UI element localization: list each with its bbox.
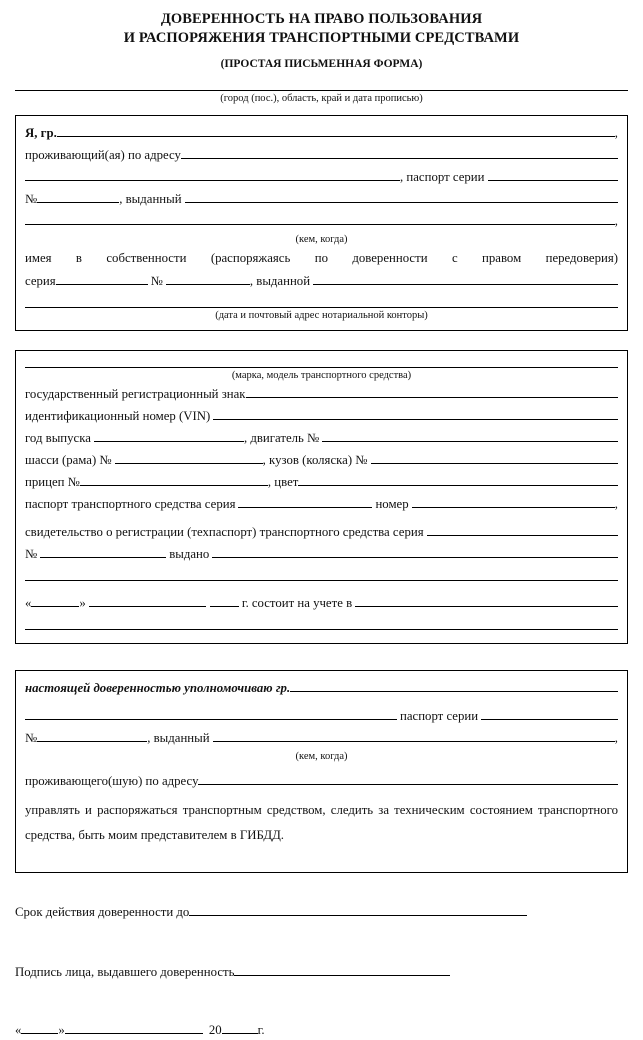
vehicle-sts-label: свидетельство о регистрации (техпаспорт) транспортного средства серия: [25, 525, 424, 539]
vehicle-year-short-input[interactable]: [210, 594, 239, 607]
agent-powers-text: управлять и распоряжаться транспортным средством, следить за техническим состоянием транспортного средства, быть моим представителем в ГИБДД.: [25, 803, 618, 842]
vehicle-chassis-input[interactable]: [115, 451, 263, 464]
vehicle-sts-number-label: №: [25, 547, 38, 561]
agent-passport-issued-label: , выданный: [147, 731, 210, 745]
principal-address-input-continued[interactable]: [25, 168, 400, 181]
agent-section: [15, 670, 628, 873]
page-subtitle: (ПРОСТАЯ ПИСЬМЕННАЯ ФОРМА): [220, 58, 423, 70]
footer-section: [15, 902, 628, 1040]
principal-doc-issued-input[interactable]: [313, 272, 618, 285]
vehicle-plate-input[interactable]: [246, 385, 618, 398]
principal-passport-issued-label: , выданный: [119, 192, 182, 206]
agent-passport-number-input[interactable]: [37, 729, 147, 742]
signature-input[interactable]: [234, 963, 450, 976]
principal-passport-number-input[interactable]: [37, 190, 119, 203]
principal-passport-number-row: [25, 188, 618, 210]
vehicle-day-input[interactable]: [31, 594, 79, 607]
principal-passport-issued-input-continued[interactable]: [25, 212, 615, 225]
document-title-block: [0, 0, 643, 72]
agent-passport-number-row: [25, 727, 618, 749]
principal-name-input[interactable]: [57, 124, 615, 137]
vehicle-sts-issued-input[interactable]: [212, 545, 618, 558]
signature-date-quote-open: «: [15, 1023, 22, 1037]
principal-doc-number-label: №: [150, 274, 163, 288]
principal-name-row: [25, 122, 618, 144]
vehicle-year-label: год выпуска: [25, 431, 91, 445]
agent-address-input[interactable]: [198, 772, 618, 785]
agent-authorize-label: настоящей доверенностью уполномочиваю гр.: [25, 681, 291, 695]
vehicle-sts-number-input[interactable]: [40, 545, 166, 558]
vehicle-spacer-2: [25, 581, 618, 592]
vehicle-spacer-3: [25, 630, 618, 636]
principal-doc-series-input[interactable]: [56, 272, 148, 285]
vehicle-plate-row: [25, 383, 618, 405]
agent-address-label: проживающего(шую) по адресу: [25, 774, 199, 788]
vehicle-month-input[interactable]: [89, 594, 206, 607]
signature-date-quote-close: »: [58, 1023, 65, 1037]
principal-address-input[interactable]: [181, 146, 618, 159]
vehicle-sts-issued-row: [25, 543, 618, 565]
vehicle-registered-at-label: состоит на учете в: [251, 596, 353, 610]
vehicle-body-label: , кузов (коляска) №: [262, 453, 368, 467]
principal-passport-issued-cont-row: [25, 210, 618, 232]
vehicle-vin-input[interactable]: [213, 407, 618, 420]
term-label: Срок действия доверенности до: [15, 905, 190, 919]
vehicle-pts-series-input[interactable]: [238, 495, 372, 508]
principal-doc-series-label: серия: [25, 274, 56, 288]
vehicle-date-quote-open: «: [25, 596, 32, 610]
principal-doc-issued-label: , выданной: [249, 274, 311, 288]
principal-issued-by-caption: (кем, когда): [295, 234, 348, 245]
agent-address-row: [25, 770, 618, 792]
signature-day-input[interactable]: [21, 1021, 58, 1034]
vehicle-vin-label: идентификационный номер (VIN): [25, 409, 211, 423]
agent-passport-issued-comma: ,: [614, 731, 618, 745]
principal-section: [15, 115, 628, 331]
agent-passport-series-input[interactable]: [481, 707, 618, 720]
agent-name-input-continued[interactable]: [25, 707, 397, 720]
vehicle-sts-issued-label: выдано: [169, 547, 210, 561]
agent-issued-by-caption: (кем, когда): [295, 751, 348, 762]
vehicle-plate-label: государственный регистрационный знак: [25, 387, 246, 401]
vehicle-sts-row: [25, 521, 618, 543]
page-title-line-2: И РАСПОРЯЖЕНИЯ ТРАНСПОРТНЫМИ СРЕДСТВАМИ: [123, 30, 520, 46]
vehicle-pts-number-input[interactable]: [412, 495, 615, 508]
signature-date-row: [15, 1020, 628, 1040]
city-date-field: [15, 89, 628, 106]
vehicle-pts-row: [25, 493, 618, 515]
vehicle-date-quote-close: »: [79, 596, 86, 610]
vehicle-registration-date-row: [25, 592, 618, 614]
vehicle-vin-row: [25, 405, 618, 427]
principal-address-label: проживающий(ая) по адресу: [25, 148, 181, 162]
term-input[interactable]: [189, 903, 527, 916]
agent-passport-number-label: №: [25, 731, 38, 745]
agent-spacer-4: [25, 848, 618, 865]
principal-name-label: Я, гр.: [25, 126, 57, 140]
vehicle-trailer-input[interactable]: [80, 473, 268, 486]
vehicle-engine-label: , двигатель №: [243, 431, 320, 445]
signature-month-input[interactable]: [65, 1021, 203, 1034]
term-row: [15, 902, 628, 922]
principal-passport-issued-comma: ,: [614, 214, 618, 228]
city-date-caption: (город (пос.), область, край и дата прописью): [220, 93, 423, 104]
vehicle-body-input[interactable]: [371, 451, 619, 464]
principal-doc-series-row: [25, 270, 618, 292]
principal-doc-number-input[interactable]: [166, 272, 250, 285]
signature-label: Подпись лица, выдавшего доверенность: [15, 965, 235, 979]
vehicle-color-input[interactable]: [298, 473, 618, 486]
vehicle-pts-comma: ,: [614, 497, 618, 511]
vehicle-color-label: , цвет: [267, 475, 299, 489]
principal-passport-series-input[interactable]: [488, 168, 619, 181]
principal-notary-caption: (дата и почтовый адрес нотариальной конторы): [215, 310, 428, 321]
vehicle-registered-at-input[interactable]: [355, 594, 618, 607]
principal-passport-number-label: №: [25, 192, 38, 206]
principal-name-comma: ,: [614, 126, 618, 140]
vehicle-trailer-color-row: [25, 471, 618, 493]
vehicle-section: [15, 350, 628, 644]
vehicle-year-engine-row: [25, 427, 618, 449]
vehicle-chassis-body-row: [25, 449, 618, 471]
signature-year-input[interactable]: [222, 1021, 258, 1034]
vehicle-year-input[interactable]: [94, 429, 244, 442]
agent-name-input[interactable]: [290, 679, 618, 692]
vehicle-make-model-caption: (марка, модель транспортного средства): [231, 370, 412, 381]
vehicle-sts-series-input[interactable]: [427, 523, 618, 536]
vehicle-pts-number-label: номер: [375, 497, 409, 511]
vehicle-chassis-label: шасси (рама) №: [25, 453, 112, 467]
vehicle-pts-label: паспорт транспортного средства серия: [25, 497, 236, 511]
agent-passport-series-row: [25, 705, 618, 727]
signature-year-suffix: г.: [257, 1023, 265, 1037]
agent-passport-issued-input[interactable]: [213, 729, 615, 742]
principal-address-row: [25, 144, 618, 166]
principal-passport-issued-input[interactable]: [185, 190, 618, 203]
vehicle-trailer-label: прицеп №: [25, 475, 80, 489]
agent-passport-series-label: паспорт серии: [400, 709, 479, 723]
signature-row: [15, 962, 628, 982]
agent-name-row: [25, 677, 618, 699]
principal-address-cont-row: [25, 166, 618, 188]
principal-passport-series-label: , паспорт серии: [400, 170, 485, 184]
page-title-line-1: ДОВЕРЕННОСТЬ НА ПРАВО ПОЛЬЗОВАНИЯ: [160, 11, 483, 27]
vehicle-year-suffix: г.: [241, 596, 249, 610]
signature-year-prefix: 20: [208, 1023, 222, 1037]
vehicle-engine-input[interactable]: [322, 429, 618, 442]
principal-ownership-text: имея в собственности (распоряжаясь по доверенности с правом передоверия): [25, 251, 618, 265]
